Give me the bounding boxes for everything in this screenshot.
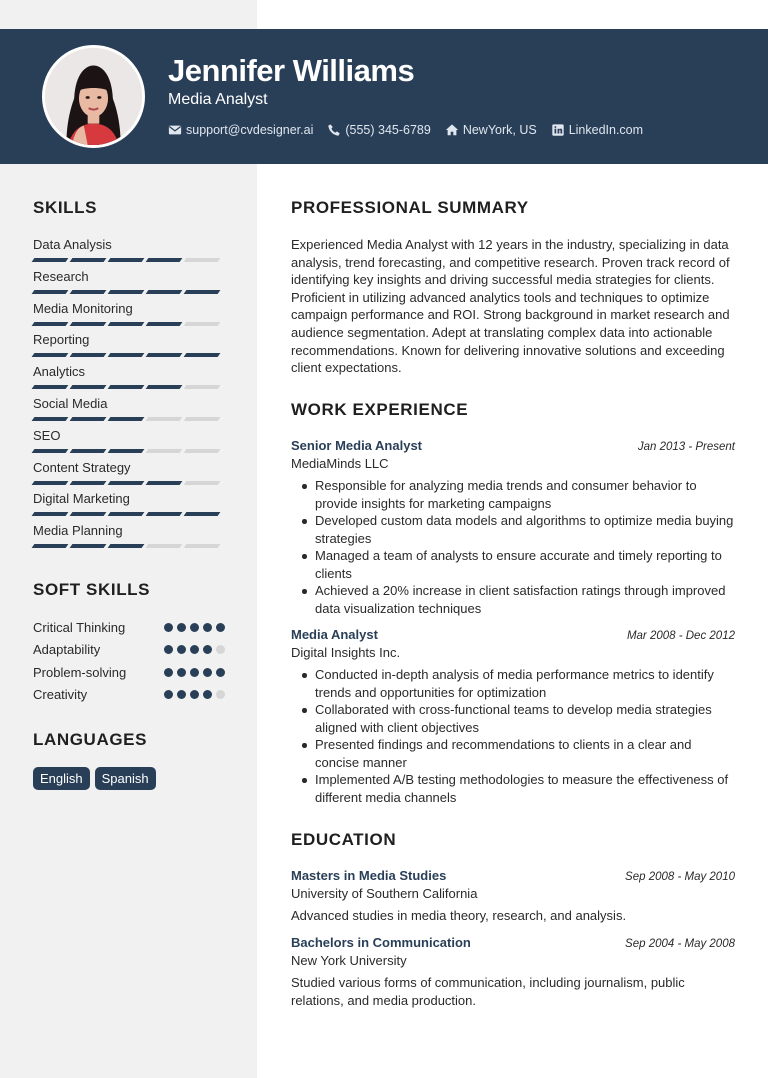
education-description: Advanced studies in media theory, research, and analysis.: [291, 908, 627, 923]
rating-dot-filled: [203, 668, 212, 677]
skill-name: Digital Marketing: [33, 491, 130, 507]
skill-item: [33, 522, 223, 554]
soft-skill-name: Critical Thinking: [33, 619, 126, 635]
skill-level-bar: [33, 449, 223, 453]
skill-segment-filled: [146, 322, 183, 326]
language-badge: English: [33, 767, 90, 790]
skill-segment-filled: [70, 290, 107, 294]
skill-segment-filled: [32, 290, 69, 294]
skill-segment-filled: [108, 385, 145, 389]
rating-dot-filled: [216, 623, 225, 632]
contact-bar: [168, 123, 657, 137]
skill-segment-filled: [70, 322, 107, 326]
contact-email[interactable]: [168, 123, 313, 137]
job-date: Mar 2008 - Dec 2012: [626, 630, 735, 642]
languages-list: [33, 767, 161, 790]
skill-segment-empty: [184, 385, 221, 389]
soft-skill-item: [33, 639, 225, 662]
skills-heading: SKILLS: [33, 198, 98, 217]
skill-level-bar: [33, 481, 223, 485]
skill-name: Content Strategy: [33, 459, 131, 475]
skill-segment-empty: [146, 449, 183, 453]
skill-segment-filled: [32, 322, 69, 326]
skill-segment-filled: [108, 258, 145, 262]
rating-dot-filled: [216, 668, 225, 677]
rating-dot-filled: [190, 690, 199, 699]
language-badge: Spanish: [95, 767, 156, 790]
rating-dot-filled: [190, 668, 199, 677]
job-bullet: Managed a team of analysts to ensure accurate and timely reporting to clients: [291, 547, 735, 582]
skill-segment-filled: [70, 353, 107, 357]
soft-skills-list: [33, 616, 225, 706]
skill-segment-filled: [70, 258, 107, 262]
skill-segment-filled: [70, 385, 107, 389]
skill-segment-empty: [184, 544, 221, 548]
skill-segment-filled: [184, 512, 221, 516]
rating-dot-empty: [216, 645, 225, 654]
job-company: Digital Insights Inc.: [291, 645, 401, 660]
envelope-icon: [168, 123, 182, 137]
skill-segment-filled: [146, 353, 183, 357]
skill-segment-filled: [184, 353, 221, 357]
skill-level-bar: [33, 544, 223, 548]
rating-dot-filled: [203, 645, 212, 654]
rating-dot-filled: [164, 668, 173, 677]
skill-name: Analytics: [33, 364, 86, 380]
skill-segment-filled: [32, 258, 69, 262]
skill-segment-empty: [184, 417, 221, 421]
contact-email-text: support@cvdesigner.ai: [186, 123, 314, 137]
skill-segment-filled: [70, 512, 107, 516]
skill-item: [33, 268, 223, 300]
school-name: New York University: [291, 953, 407, 968]
skill-segment-filled: [70, 449, 107, 453]
skill-name: Media Planning: [33, 523, 123, 539]
skills-list: [33, 236, 223, 554]
rating-dot-filled: [177, 668, 186, 677]
skill-segment-empty: [184, 481, 221, 485]
job-date: Jan 2013 - Present: [637, 441, 735, 453]
job-entry: [291, 626, 735, 806]
rating-dot-filled: [164, 623, 173, 632]
skill-segment-filled: [146, 290, 183, 294]
skill-item: [33, 395, 223, 427]
soft-skill-rating: [160, 645, 225, 654]
skill-item: [33, 236, 223, 268]
skill-level-bar: [33, 322, 223, 326]
soft-skill-rating: [160, 668, 225, 677]
rating-dot-filled: [190, 645, 199, 654]
job-title: Senior Media Analyst: [291, 438, 422, 453]
skill-name: Social Media: [33, 395, 108, 411]
contact-linkedin-text: LinkedIn.com: [568, 123, 644, 137]
skill-segment-filled: [108, 544, 145, 548]
contact-phone[interactable]: [327, 123, 430, 137]
skill-item: [33, 459, 223, 491]
resume-header: [0, 29, 768, 164]
degree-title: Masters in Media Studies: [291, 868, 447, 883]
education-date: Sep 2008 - May 2010: [625, 871, 735, 883]
skill-segment-filled: [108, 449, 145, 453]
skill-name: Media Monitoring: [33, 300, 133, 316]
skill-segment-filled: [184, 290, 221, 294]
skill-name: Research: [33, 268, 89, 284]
skill-level-bar: [33, 385, 223, 389]
rating-dot-filled: [177, 645, 186, 654]
skill-segment-empty: [146, 544, 183, 548]
soft-skill-name: Problem-solving: [33, 664, 127, 680]
skill-level-bar: [33, 353, 223, 357]
rating-dot-empty: [216, 690, 225, 699]
skill-segment-filled: [146, 512, 183, 516]
soft-skill-rating: [160, 623, 225, 632]
job-bullet: Collaborated with cross-functional teams to develop media strategies aligned with client objectives: [291, 701, 735, 736]
job-bullet: Achieved a 20% increase in client satisfaction ratings through improved data visualization techniques: [291, 582, 735, 617]
soft-skills-heading: SOFT SKILLS: [33, 580, 151, 599]
job-company: MediaMinds LLC: [291, 456, 389, 471]
skill-item: [33, 300, 223, 332]
education-date: Sep 2004 - May 2008: [625, 938, 735, 950]
soft-skill-item: [33, 661, 225, 684]
job-bullet: Presented findings and recommendations to clients in a clear and concise manner: [291, 736, 735, 771]
skill-segment-filled: [32, 353, 69, 357]
skill-segment-filled: [32, 481, 69, 485]
soft-skill-name: Creativity: [33, 687, 88, 703]
skill-segment-filled: [32, 417, 69, 421]
skill-segment-filled: [146, 481, 183, 485]
skill-segment-filled: [146, 385, 183, 389]
rating-dot-filled: [164, 645, 173, 654]
skill-segment-filled: [32, 449, 69, 453]
rating-dot-filled: [203, 623, 212, 632]
candidate-name: Jennifer Williams: [168, 53, 415, 88]
home-icon: [445, 123, 459, 137]
school-name: University of Southern California: [291, 886, 478, 901]
contact-location-text: NewYork, US: [462, 123, 537, 137]
education-entry: [291, 867, 735, 925]
skill-item: [33, 331, 223, 363]
rating-dot-filled: [177, 623, 186, 632]
experience-heading: WORK EXPERIENCE: [291, 400, 469, 419]
skill-name: SEO: [33, 427, 61, 443]
contact-location: [445, 123, 537, 137]
education-entry: [291, 934, 735, 1009]
job-title: Media Analyst: [291, 627, 378, 642]
skill-segment-filled: [70, 417, 107, 421]
skill-segment-filled: [108, 512, 145, 516]
skill-name: Data Analysis: [33, 237, 112, 252]
contact-phone-text: (555) 345-6789: [345, 123, 431, 137]
skill-segment-empty: [184, 258, 221, 262]
skill-segment-filled: [70, 544, 107, 548]
education-description: Studied various forms of communication, including journalism, public relations, and media production.: [291, 975, 685, 1008]
skill-item: [33, 427, 223, 459]
rating-dot-filled: [190, 623, 199, 632]
skill-level-bar: [33, 290, 223, 294]
summary-heading: PROFESSIONAL SUMMARY: [291, 198, 529, 217]
skill-segment-empty: [184, 322, 221, 326]
rating-dot-filled: [177, 690, 186, 699]
skill-segment-filled: [32, 385, 69, 389]
skill-name: Reporting: [33, 332, 90, 348]
phone-icon: [327, 123, 341, 137]
languages-heading: LANGUAGES: [33, 730, 148, 749]
skill-segment-filled: [108, 481, 145, 485]
soft-skill-item: [33, 616, 225, 639]
job-bullet: Responsible for analyzing media trends and consumer behavior to provide insights for marketing campaigns: [291, 477, 735, 512]
soft-skill-name: Adaptability: [33, 642, 101, 658]
rating-dot-filled: [203, 690, 212, 699]
skill-level-bar: [33, 512, 223, 516]
summary-text: Experienced Media Analyst with 12 years in the industry, specializing in data analysis, trend forecasting, and competitive research. Proven track record of identifying key insights and driving successful media strategies for clients. Proficient in utilizing advanced analytics tools and techniques to optimize campaign performance and ROI. Strong background in market research and audience segmentation. Adept at translating complex data into actionable recommendations. Known for delivering innovative solutions and exceeding client expectations.: [291, 237, 730, 376]
linkedin-icon: [551, 123, 565, 137]
contact-linkedin[interactable]: [551, 123, 643, 137]
skill-segment-filled: [146, 258, 183, 262]
job-bullet: Developed custom data models and algorithms to optimize media buying strategies: [291, 512, 735, 547]
job-bullet: Implemented A/B testing methodologies to measure the effectiveness of different media channels: [291, 771, 735, 806]
job-bullets: [291, 477, 735, 617]
skill-level-bar: [33, 258, 223, 262]
soft-skill-rating: [160, 690, 225, 699]
portrait-illustration: [45, 48, 142, 145]
skill-segment-filled: [32, 544, 69, 548]
skill-level-bar: [33, 417, 223, 421]
education-heading: EDUCATION: [291, 830, 397, 849]
skill-segment-filled: [108, 417, 145, 421]
job-bullets: [291, 666, 735, 806]
profile-photo: [42, 45, 145, 148]
degree-title: Bachelors in Communication: [291, 935, 471, 950]
skill-segment-filled: [108, 322, 145, 326]
rating-dot-filled: [164, 690, 173, 699]
skill-segment-filled: [108, 290, 145, 294]
job-entry: [291, 437, 735, 617]
soft-skill-item: [33, 684, 225, 707]
skill-segment-filled: [108, 353, 145, 357]
candidate-role: Media Analyst: [168, 91, 268, 108]
skill-segment-filled: [70, 481, 107, 485]
skill-item: [33, 363, 223, 395]
skill-segment-empty: [184, 449, 221, 453]
skill-segment-empty: [146, 417, 183, 421]
job-bullet: Conducted in-depth analysis of media performance metrics to identify trends and opportunities for optimization: [291, 666, 735, 701]
skill-item: [33, 490, 223, 522]
skill-segment-filled: [32, 512, 69, 516]
